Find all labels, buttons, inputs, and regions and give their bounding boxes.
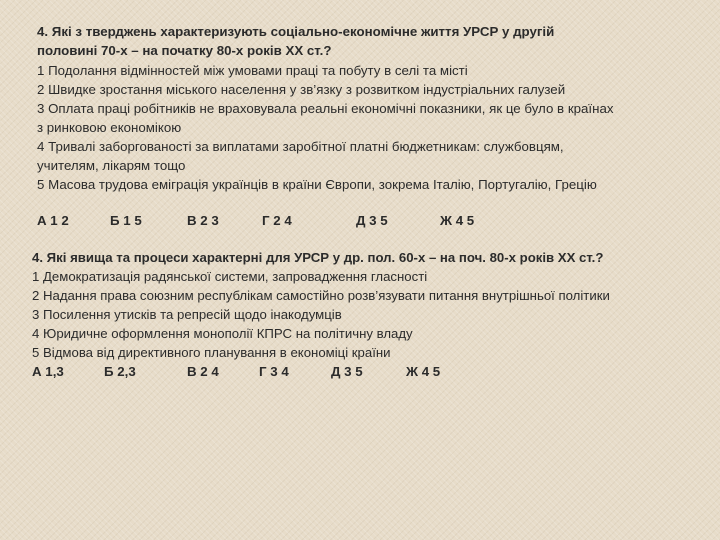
question-1-option-4-cont: учителям, лікарям тощо [37,158,186,173]
question-1-title-line-1: 4. Які з тверджень характеризують соціально-економічне життя УРСР у другій [37,24,555,39]
answer-g[interactable]: Г 3 4 [259,364,289,379]
answer-d[interactable]: Д 3 5 [331,364,363,379]
question-2-option-4: 4 Юридичне оформлення монополії КПРС на політичну владу [32,326,413,341]
question-1-option-1: 1 Подолання відмінностей між умовами праці та побуту в селі та місті [37,63,468,78]
answer-g[interactable]: Г 2 4 [262,213,292,228]
question-1-option-3-cont: з ринковою економікою [37,120,182,135]
answer-d[interactable]: Д 3 5 [356,213,388,228]
question-1-option-2: 2 Швидке зростання міського населення у зв’язку з розвитком індустріальних галузей [37,82,566,97]
question-1-title-line-2: половині 70-х – на початку 80-х років XX ст.? [37,43,332,58]
answer-zh[interactable]: Ж 4 5 [440,213,475,228]
question-1-option-5: 5 Масова трудова еміграція українців в країни Європи, зокрема Італію, Португалію, Грецію [37,177,597,192]
answer-a[interactable]: А 1 2 [37,213,69,228]
question-1-option-3: 3 Оплата праці робітників не враховувала реальні економічні показники, як це було в країнах [37,101,614,116]
question-2-option-1: 1 Демократизація радянської системи, запровадження гласності [32,269,428,284]
question-1-option-4: 4 Тривалі заборгованості за виплатами заробітної платні бюджетникам: службовцям, [37,139,564,154]
question-2-title: 4. Які явища та процеси характерні для УРСР у др. пол. 60-х – на поч. 80-х років XX ст.? [32,250,604,265]
answer-a[interactable]: А 1,3 [32,364,64,379]
answer-b[interactable]: Б 2,3 [104,364,136,379]
question-2-option-3: 3 Посилення утисків та репресій щодо інакодумців [32,307,342,322]
question-2-option-5: 5 Відмова від директивного планування в економіці країни [32,345,391,360]
answer-v[interactable]: В 2 3 [187,213,219,228]
answer-b[interactable]: Б 1 5 [110,213,142,228]
question-2-option-2: 2 Надання права союзним республікам самостійно розв’язувати питання внутрішньої політики [32,288,610,303]
answer-zh[interactable]: Ж 4 5 [406,364,441,379]
answer-v[interactable]: В 2 4 [187,364,219,379]
